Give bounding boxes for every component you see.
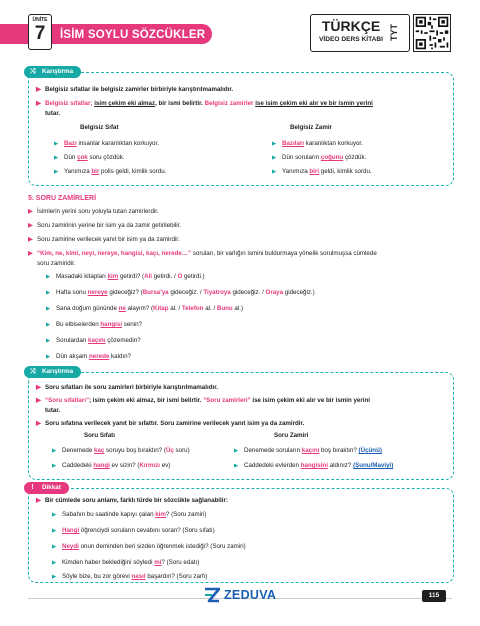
box2-line3-text: Soru sıfatına verilecek yanıt bir sıfattır. Soru zamirine verilecek yanıt isim ya da zamirdir.	[45, 420, 305, 427]
box2-l2-d: ise isim çekim eki alır ve bir ismin yerini	[250, 397, 371, 404]
triangle-bullet-icon: ▶	[52, 574, 57, 580]
mix-tag-1	[24, 66, 81, 78]
section-title: 5. SORU ZAMİRLERİ	[28, 195, 97, 202]
box2-ex-2a	[52, 462, 170, 470]
ex-text: getirdi.)	[182, 273, 205, 280]
s5-example-2	[46, 289, 315, 297]
answer: (Şunu/Maviyi)	[353, 462, 394, 469]
highlight: ne	[118, 305, 126, 312]
ex-text: ? (Soru zamiri)	[165, 511, 207, 518]
highlight: bir	[91, 168, 100, 175]
col-head-soru-sifati: Soru Sıfatı	[84, 432, 115, 439]
ex-row-1a	[54, 140, 159, 148]
ex-text: Yanımıza	[282, 168, 310, 175]
arrow-bullet-icon: ▶	[36, 420, 41, 427]
ex-text: alayım? (	[125, 305, 154, 312]
term-belgisiz-zamir: Belgisiz zamirler	[204, 100, 254, 107]
ex-text: getirdi? (	[118, 273, 145, 280]
page-number: 115	[422, 590, 446, 602]
s5-example-4	[46, 321, 142, 329]
box3-ex-2	[52, 527, 215, 535]
arrow-bullet-icon: ▶	[36, 86, 41, 93]
col-head-belgisiz-sifat: Belgisiz Sıfat	[80, 124, 119, 131]
highlight: nerede	[89, 353, 110, 360]
unit-badge	[28, 14, 52, 50]
unit-label: ÜNİTE	[32, 17, 48, 23]
box2-l2-b: ; isim çekim eki almaz, bir ismi belirtir.	[89, 397, 204, 404]
zeduva-logo	[204, 586, 294, 606]
ex-text: Hafta sonu	[56, 289, 88, 296]
col-head-soru-zamiri: Soru Zamiri	[274, 432, 309, 439]
answer: O	[177, 273, 183, 280]
answer: Tiyatroya	[203, 289, 231, 296]
ex-text: soru)	[173, 447, 190, 454]
ex-text: gideceğiz.)	[283, 289, 315, 296]
box3-ex-4	[52, 559, 199, 567]
arrow-bullet-icon: ▶	[28, 222, 33, 229]
s5-point-4-cont: soru zamiridir.	[37, 260, 76, 267]
box1-line1	[36, 86, 233, 94]
ex-text: Sorulardan	[56, 337, 88, 344]
box2-line1-text: Soru sıfatları ile soru zamirleri birbiriyle karıştırılmamalıdır.	[45, 384, 218, 391]
warning-tag-label: Dikkat	[42, 484, 61, 491]
logo-text: ZEDUVA	[224, 588, 277, 602]
highlight: çok	[77, 154, 88, 161]
ex-text: çözemedin?	[105, 337, 141, 344]
mix-icon: ⤨	[29, 368, 36, 375]
warning-tag	[24, 482, 69, 494]
highlight: Hangi	[62, 527, 80, 534]
box2-ex-1b	[234, 447, 382, 455]
mix-tag-label: Karıştırma	[42, 68, 74, 75]
mix-tag-2	[24, 366, 81, 378]
triangle-bullet-icon: ▶	[52, 448, 57, 454]
ex-text: Sabahın bu saatinde kapıyı çalan	[62, 511, 156, 518]
box1-l2-c: , bir ismi belirtir.	[155, 100, 203, 107]
triangle-bullet-icon: ▶	[54, 169, 59, 175]
arrow-bullet-icon: ▶	[28, 250, 33, 257]
ex-text: senin?	[122, 321, 142, 328]
ex-row-2a	[54, 154, 125, 162]
s5-point-text: soruları, bir varlığın ismini buldurmaya yönelik sorulmuşsa cümlede	[191, 250, 377, 257]
triangle-bullet-icon: ▶	[52, 544, 57, 550]
arrow-bullet-icon: ▶	[28, 236, 33, 243]
triangle-bullet-icon: ▶	[52, 463, 57, 469]
box1-line2	[36, 100, 373, 108]
ex-row-3b	[272, 168, 372, 176]
ex-text: başardın? (Soru zarfı)	[145, 573, 208, 580]
mix-tag-label: Karıştırma	[42, 368, 74, 375]
s5-example-1	[46, 273, 205, 281]
box3-ex-3	[52, 543, 246, 551]
ex-text: ev)	[160, 462, 171, 469]
box3-line1-text: Bir cümlede soru anlamı, farklı türde bir sözcükle sağlanabilir:	[45, 497, 228, 504]
triangle-bullet-icon: ▶	[272, 155, 277, 161]
box2-ex-2b	[234, 462, 393, 470]
highlight: Bazı	[64, 140, 77, 147]
box1-l2-b: isim çekim eki almaz	[94, 100, 156, 107]
s5-example-5	[46, 337, 141, 345]
arrow-bullet-icon: ▶	[36, 100, 41, 107]
ex-text: karanlıktan korkuyor.	[304, 140, 363, 147]
triangle-bullet-icon: ▶	[46, 322, 51, 328]
triangle-bullet-icon: ▶	[272, 169, 277, 175]
mix-icon: ⤨	[29, 68, 36, 75]
term-soru-sifati: “Soru sıfatları”	[45, 397, 90, 404]
highlight: hangisini	[300, 462, 328, 469]
brand-subtitle: VİDEO DERS KİTABI	[319, 36, 383, 43]
ex-text: soruyu boş bıraktın? (	[104, 447, 166, 454]
ex-text: çözdük.	[343, 154, 367, 161]
s5-point-text: Soru zamirinin yerine bir isim ya da zamir getirilebilir.	[37, 222, 182, 229]
ex-text: al. /	[168, 305, 182, 312]
ex-text: aldınız?	[327, 462, 354, 469]
qr-code[interactable]	[413, 14, 451, 52]
ex-text: Caddedeki	[62, 462, 94, 469]
triangle-bullet-icon: ▶	[272, 141, 277, 147]
ex-text: gideceğiz. /	[230, 289, 266, 296]
box2-ex-1a	[52, 447, 190, 455]
answer: Bursa'ya	[142, 289, 169, 296]
arrow-bullet-icon: ▶	[36, 384, 41, 391]
arrow-bullet-icon: ▶	[36, 497, 41, 504]
s5-point-text: İsimlerin yerini soru yoluyla tutan zamirlerdir.	[37, 208, 159, 215]
triangle-bullet-icon: ▶	[46, 354, 51, 360]
ex-row-2b	[272, 154, 366, 162]
s5-point-1	[28, 208, 159, 216]
brand-box	[310, 14, 410, 52]
ex-text: Denemede soruların	[244, 447, 302, 454]
answer: Ali	[144, 273, 152, 280]
zeduva-logo-mark	[204, 587, 220, 603]
ex-text: Denemede	[62, 447, 94, 454]
box3-line1	[36, 497, 228, 505]
ex-row-3a	[54, 168, 166, 176]
box1-l2-f: tutar.	[45, 110, 61, 117]
box3-ex-5	[52, 573, 208, 581]
ex-text: onun deminden beri sizden öğrenmek istediği? (Soru zamiri)	[78, 543, 246, 550]
term-soru-zamiri: “Soru zamirleri”	[203, 397, 251, 404]
question-words: “Kim, ne, kimi, neyi, nereye, hangisi, kaçı, nerede…”	[37, 250, 192, 257]
triangle-bullet-icon: ▶	[46, 274, 51, 280]
box2-line2	[36, 397, 370, 405]
box3-ex-1	[52, 511, 206, 519]
ex-text: Caddedeki evlerden	[244, 462, 301, 469]
page-title: İSİM SOYLU SÖZCÜKLER	[60, 29, 206, 41]
answer: (Üçünü)	[358, 447, 382, 454]
triangle-bullet-icon: ▶	[46, 290, 51, 296]
s5-example-6	[46, 353, 131, 361]
ex-text: geldi, kimlik sordu.	[319, 168, 372, 175]
brand-side-label: TYT	[389, 24, 399, 42]
highlight: Bazıları	[282, 140, 305, 147]
answer: Kırmızı	[139, 462, 161, 469]
highlight: nereye	[87, 289, 108, 296]
highlight: Neydi	[62, 543, 79, 550]
ex-text: Dün	[64, 154, 78, 161]
arrow-bullet-icon: ▶	[36, 397, 41, 404]
ex-text: insanlar karanlıktan korkuyor.	[76, 140, 159, 147]
highlight: kaç	[94, 447, 105, 454]
ex-text: Yanımıza	[64, 168, 92, 175]
triangle-bullet-icon: ▶	[54, 155, 59, 161]
highlight: hangisi	[100, 321, 123, 328]
highlight: nasıl	[131, 573, 146, 580]
triangle-bullet-icon: ▶	[52, 512, 57, 518]
triangle-bullet-icon: ▶	[234, 463, 239, 469]
ex-text: Dün soruların	[282, 154, 321, 161]
ex-text: öğrenciydi soruların cevabını soran? (Soru sıfatı)	[79, 527, 215, 534]
ex-text: Sana doğum gününde	[56, 305, 119, 312]
s5-example-3	[46, 305, 243, 313]
ex-text: ? (Soru edatı)	[161, 559, 200, 566]
answer: Bunu	[216, 305, 233, 312]
ex-text: boş bıraktın?	[319, 447, 359, 454]
highlight: kim	[107, 273, 119, 280]
highlight: biri	[309, 168, 320, 175]
triangle-bullet-icon: ▶	[52, 560, 57, 566]
box1-line1-text: Belgisiz sıfatlar ile belgisiz zamirler birbiriyle karıştırılmamalıdır.	[45, 86, 234, 93]
ex-text: soru çözdük.	[87, 154, 125, 161]
answer: Kitap	[153, 305, 169, 312]
ex-text: gideceğiz. /	[168, 289, 204, 296]
ex-text: al.)	[232, 305, 244, 312]
triangle-bullet-icon: ▶	[234, 448, 239, 454]
unit-number: 7	[34, 23, 46, 45]
box1-l2-e: ise isim çekim eki alır ve bir ismin yerini	[255, 100, 373, 107]
ex-text: al. /	[203, 305, 217, 312]
ex-text: getirdi. /	[151, 273, 178, 280]
ex-text: Kimden haber beklediğini söyledi	[62, 559, 155, 566]
answer: Oraya	[265, 289, 284, 296]
ex-text: Söyle bize, bu zor görevi	[62, 573, 132, 580]
ex-text: ev sizin? (	[109, 462, 140, 469]
box2-line3	[36, 420, 304, 428]
ex-text: Bu elbiselerden	[56, 321, 101, 328]
s5-point-text: Soru zamirine verilecek yanıt bir isim ya da zamirdir.	[37, 236, 180, 243]
highlight: çoğunu	[320, 154, 344, 161]
highlight: kaçını	[301, 447, 320, 454]
ex-row-1b	[272, 140, 363, 148]
ex-text: Masadaki kitapları	[56, 273, 108, 280]
highlight: mi	[154, 559, 162, 566]
ex-text: gideceğiz? (	[107, 289, 143, 296]
answer: Telefon	[181, 305, 204, 312]
ex-text: Dün akşam	[56, 353, 90, 360]
highlight: kaçını	[88, 337, 106, 344]
s5-point-3	[28, 236, 180, 244]
highlight: hangi	[93, 462, 110, 469]
s5-point-4	[28, 250, 377, 258]
highlight: kim	[155, 511, 166, 518]
answer: Üç	[165, 447, 174, 454]
triangle-bullet-icon: ▶	[52, 528, 57, 534]
col-head-belgisiz-zamir: Belgisiz Zamir	[290, 124, 332, 131]
triangle-bullet-icon: ▶	[46, 338, 51, 344]
triangle-bullet-icon: ▶	[54, 141, 59, 147]
brand-title: TÜRKÇE	[321, 18, 381, 34]
ex-text: kaldın?	[109, 353, 131, 360]
box2-l2-e: tutar.	[45, 407, 61, 414]
triangle-bullet-icon: ▶	[46, 306, 51, 312]
term-belgisiz-sifat: Belgisiz sıfatlar;	[45, 100, 93, 107]
ex-text: polis geldi, kimlik sordu.	[99, 168, 167, 175]
box2-line1	[36, 384, 218, 392]
warning-icon: !	[31, 484, 34, 491]
arrow-bullet-icon: ▶	[28, 208, 33, 215]
s5-point-2	[28, 222, 181, 230]
